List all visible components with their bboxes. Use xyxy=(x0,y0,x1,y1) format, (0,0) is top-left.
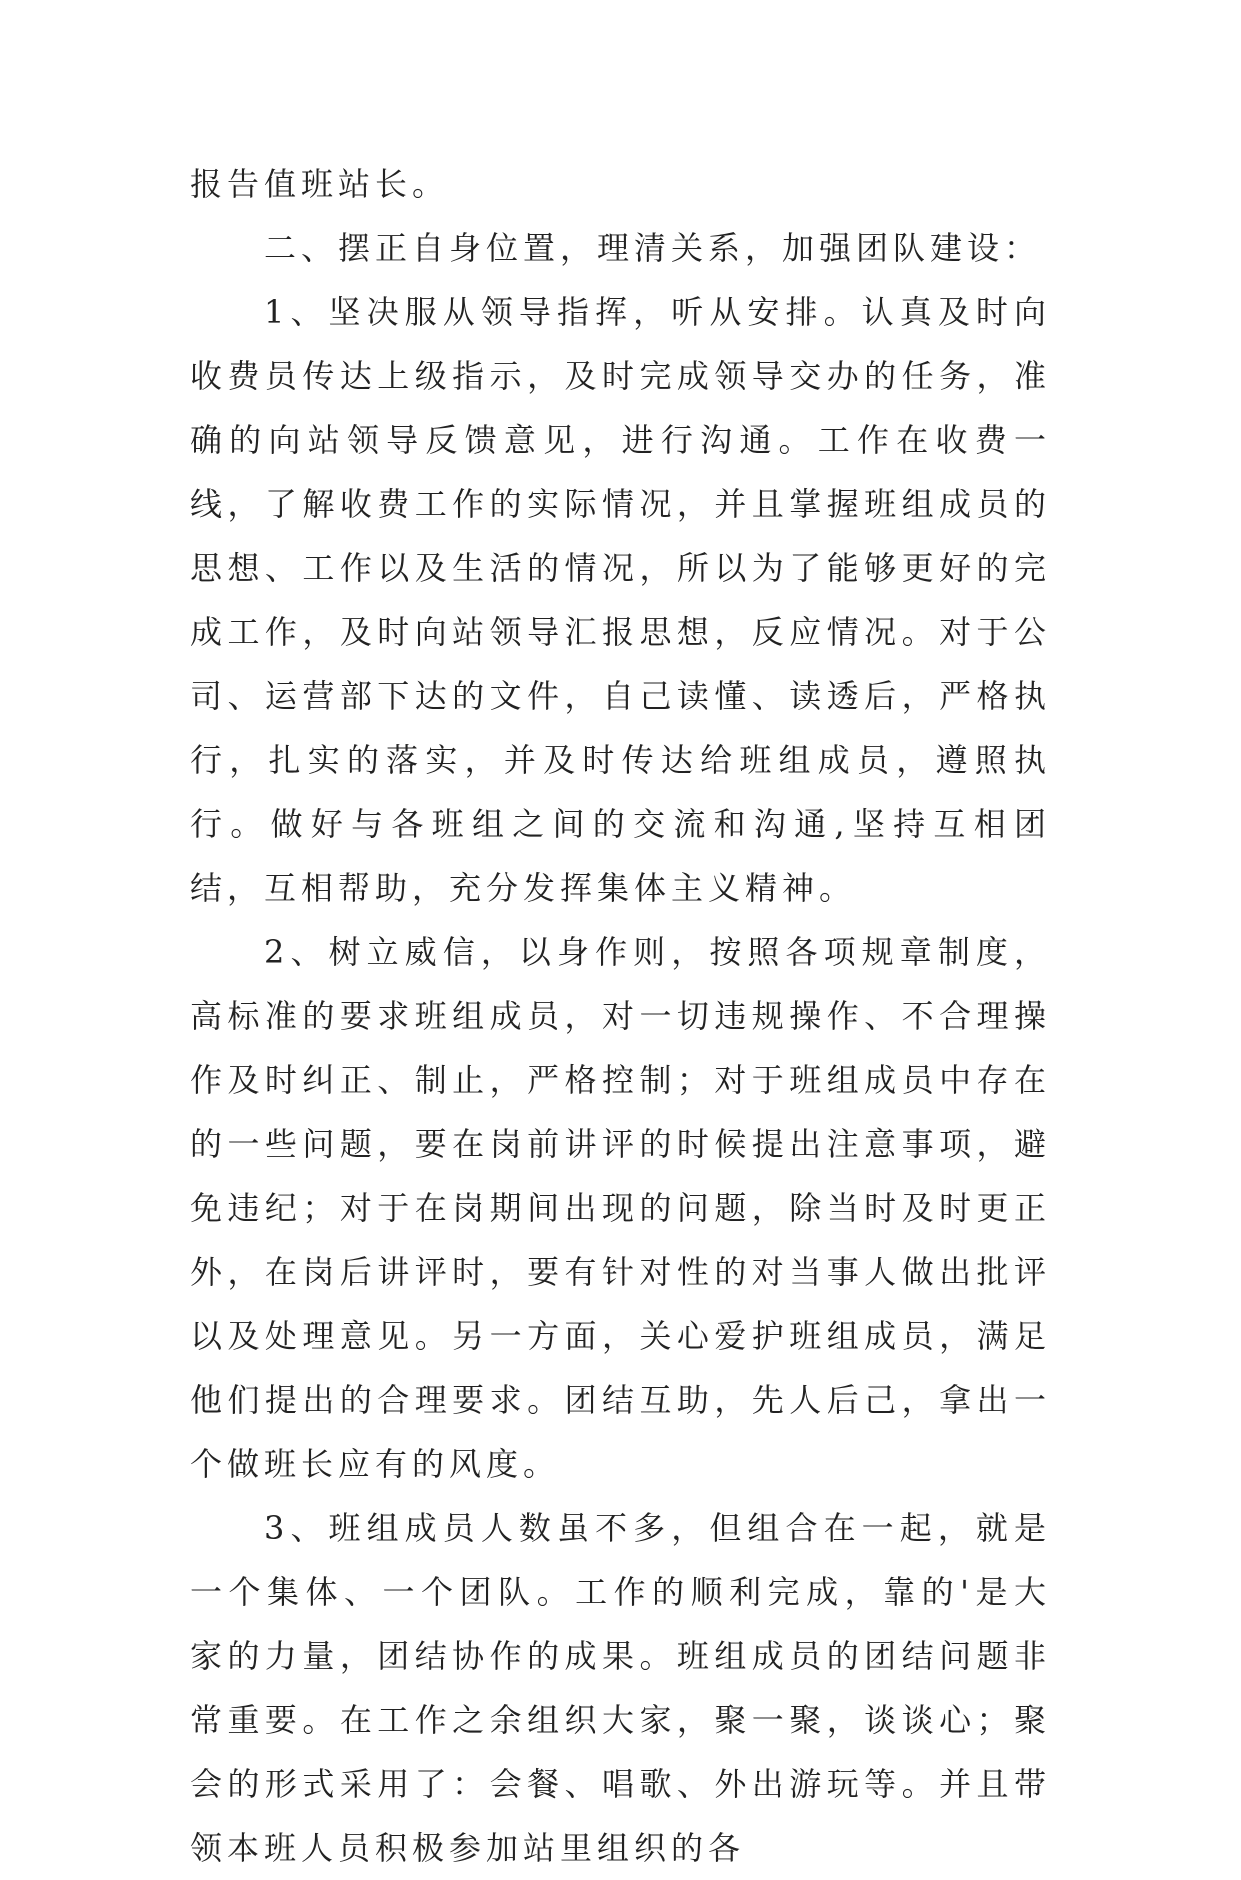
paragraph-continuation: 报告值班站长。 xyxy=(190,165,450,203)
document-body xyxy=(190,152,1051,1880)
paragraph-item-3: 3、班组成员人数虽不多，但组合在一起，就是一个集体、一个团队。工作的顺利完成，靠的'是大家的力量，团结协作的成果。班组成员的团结问题非常重要。在工作之余组织大家，聚一聚，谈谈心；聚会的形式采用了：会餐、唱歌、外出游玩等。并且带领本班人员积极参加站里组织的各 xyxy=(190,1509,1051,1867)
section-heading-2: 二、摆正自身位置，理清关系，加强团队建设： xyxy=(264,229,1042,267)
paragraph-item-1: 1、坚决服从领导指挥，听从安排。认真及时向收费员传达上级指示，及时完成领导交办的任务，准确的向站领导反馈意见，进行沟通。工作在收费一线，了解收费工作的实际情况，并且掌握班组成员的思想、工作以及生活的情况，所以为了能够更好的完成工作，及时向站领导汇报思想，反应情况。对于公司、运营部下达的文件，自己读懂、读透后，严格执行，扎实的落实，并及时传达给班组成员，遵照执行。做好与各班组之间的交流和沟通,坚持互相团结，互相帮助，充分发挥集体主义精神。 xyxy=(190,293,1051,907)
paragraph-item-2: 2、树立威信，以身作则，按照各项规章制度，高标准的要求班组成员，对一切违规操作、不合理操作及时纠正、制止，严格控制；对于班组成员中存在的一些问题，要在岗前讲评的时候提出注意事项，避免违纪；对于在岗期间出现的问题，除当时及时更正外，在岗后讲评时，要有针对性的对当事人做出批评以及处理意见。另一方面，关心爱护班组成员，满足他们提出的合理要求。团结互助，先人后己，拿出一个做班长应有的风度。 xyxy=(190,933,1051,1483)
